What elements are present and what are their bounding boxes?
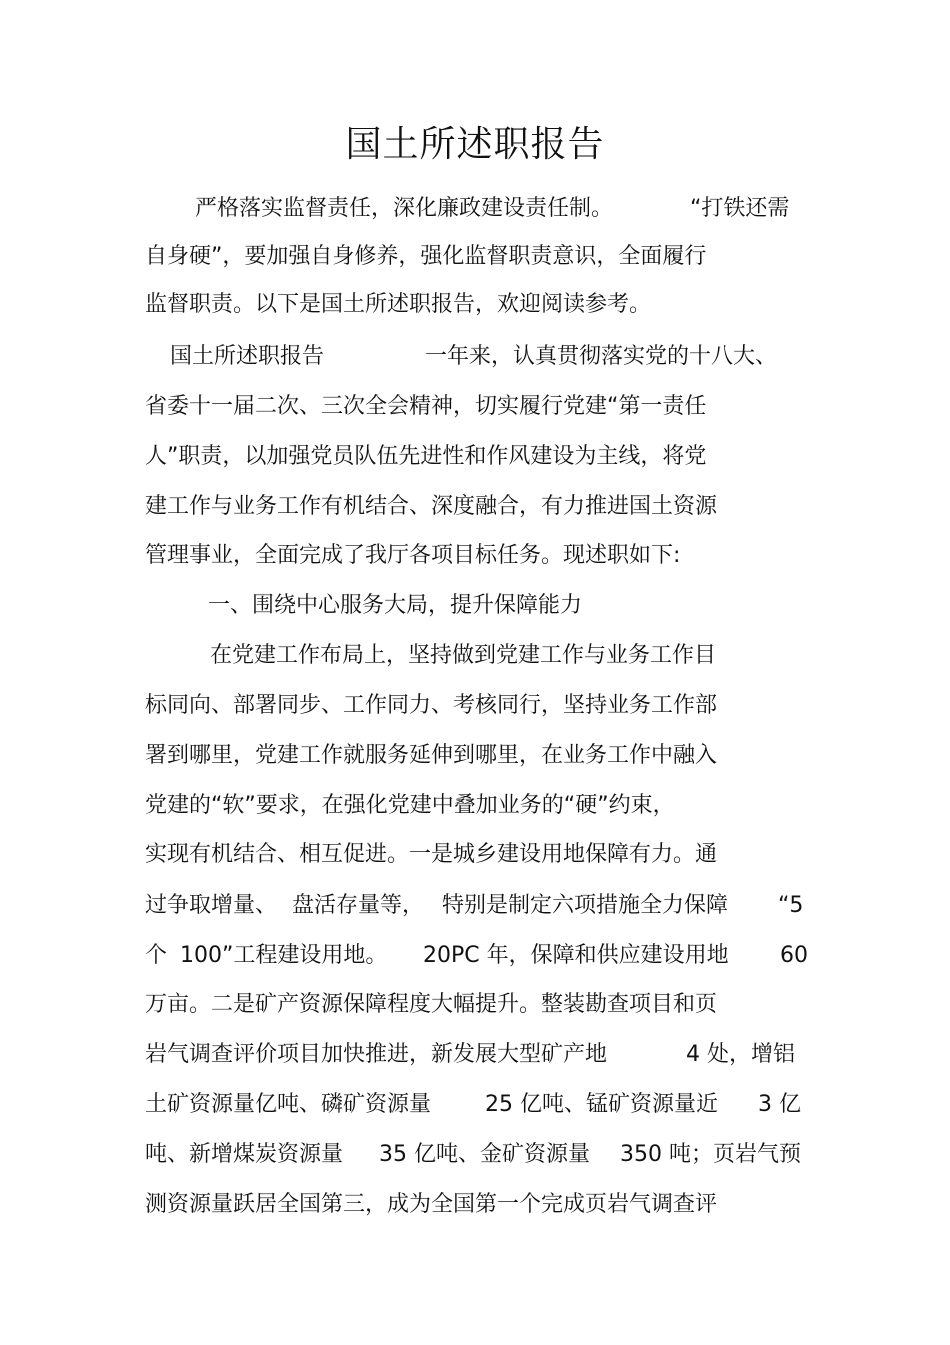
- text-line: 过争取增量、: [145, 893, 278, 918]
- text-line: 国土所述职报告: [170, 344, 325, 369]
- text-line: 4 处，增铝: [686, 1042, 795, 1067]
- text-line: 建工作与业务工作有机结合、深度融合，有力推进国土资源: [145, 494, 718, 519]
- text-line: 60: [780, 943, 808, 968]
- text-line: 实现有机结合、相互促进。一是城乡建设用地保障有力。通: [145, 842, 718, 867]
- text-line: 岩气调查评价项目加快推进，新发展大型矿产地: [145, 1042, 608, 1067]
- text-line: “5: [778, 893, 804, 918]
- text-line: 25 亿吨、锰矿资源量近: [485, 1092, 718, 1117]
- text-line: 在党建工作布局上，坚持做到党建工作与业务工作目: [210, 643, 717, 668]
- document-title: 国土所述职报告: [345, 124, 605, 165]
- text-line: 万亩。二是矿产资源保障程度大幅提升。整装勘查项目和页: [145, 992, 718, 1017]
- text-line: 特别是制定六项措施全力保障: [442, 893, 729, 918]
- text-line: 3 亿: [758, 1092, 801, 1117]
- text-line: 监督职责。以下是国土所述职报告，欢迎阅读参考。: [145, 292, 652, 317]
- text-line: 35 亿吨、金矿资源量: [379, 1142, 590, 1167]
- text-line: 自身硬”，要加强自身修养，强化监督职责意识，全面履行: [145, 244, 707, 269]
- text-line: 管理事业，全面完成了我厅各项目标任务。现述职如下:: [145, 543, 681, 568]
- text-line: 100”工程建设用地。: [180, 943, 388, 968]
- text-line: 严格落实监督责任，深化廉政建设责任制。: [195, 196, 614, 221]
- text-line: 党建的“软”要求，在强化党建中叠加业务的“硬”约束，: [145, 793, 675, 818]
- text-line: 盘活存量等，: [292, 893, 425, 918]
- text-line: 土矿资源量亿吨、磷矿资源量: [145, 1092, 432, 1117]
- text-line: 人”职责，以加强党员队伍先进性和作风建设为主线，将党: [145, 444, 707, 469]
- text-line: 个: [145, 943, 168, 968]
- text-line: 标同向、部署同步、工作同力、考核同行，坚持业务工作部: [145, 693, 718, 718]
- text-line: 署到哪里，党建工作就服务延伸到哪里，在业务工作中融入: [145, 743, 718, 768]
- text-line: 吨、新增煤炭资源量: [145, 1142, 344, 1167]
- text-line: “打铁还需: [690, 196, 790, 221]
- text-line: 350 吨；页岩气预: [620, 1142, 801, 1167]
- section-heading: 一、围绕中心服务大局，提升保障能力: [208, 593, 583, 618]
- text-line: 20PC 年，保障和供应建设用地: [423, 943, 729, 968]
- text-line: 测资源量跃居全国第三，成为全国第一个完成页岩气调查评: [145, 1192, 718, 1217]
- text-line: 省委十一届二次、三次全会精神，切实履行党建“第一责任: [145, 394, 707, 419]
- text-line: 一年来，认真贯彻落实党的十八大、: [425, 344, 778, 369]
